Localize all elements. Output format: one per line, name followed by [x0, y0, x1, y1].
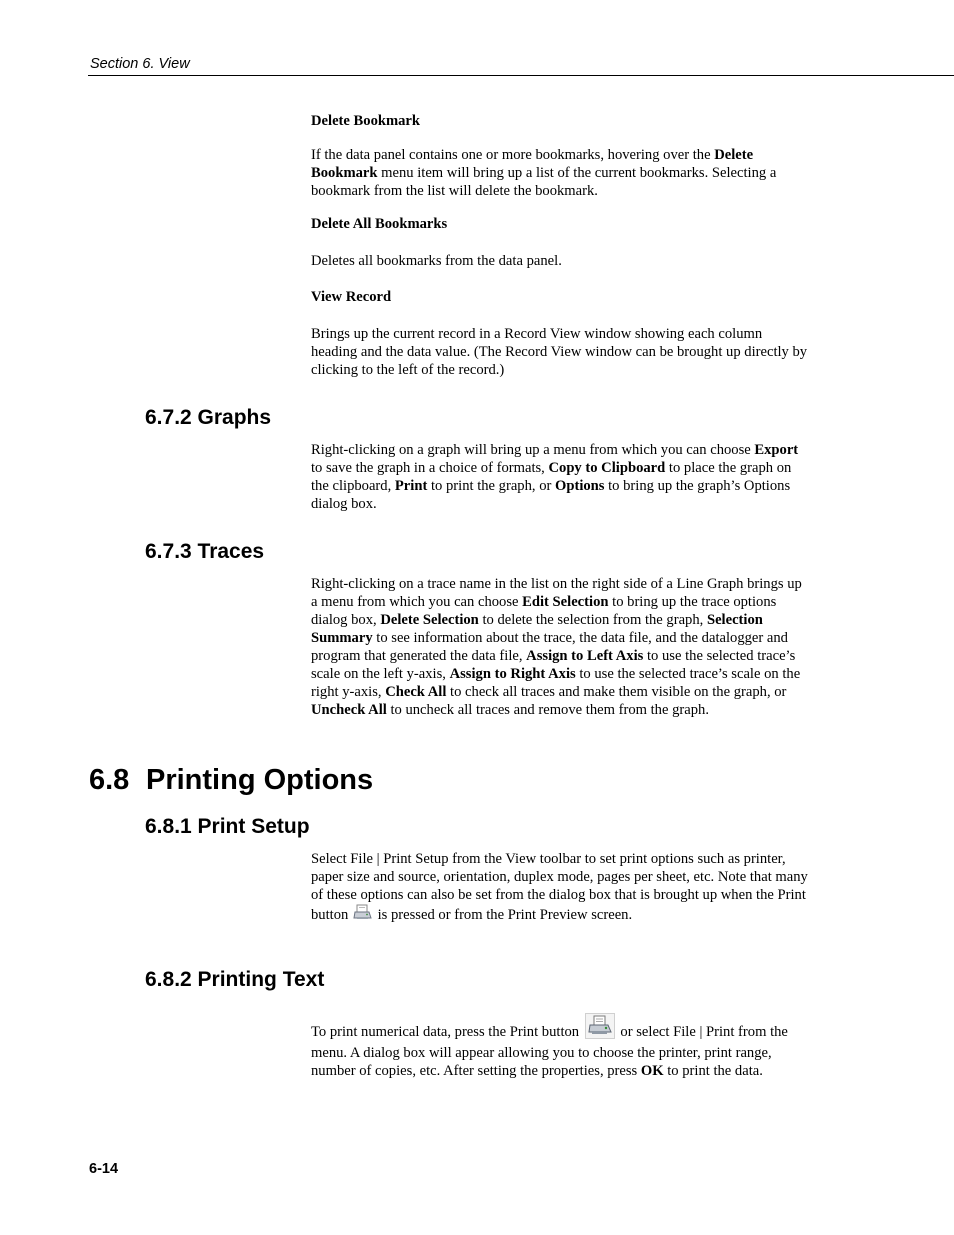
- text-run: If the data panel contains one or more bookmarks, hovering over the: [311, 147, 715, 163]
- print-setup-heading: 6.8.1 Print Setup: [145, 815, 310, 838]
- text-run: to check all traces and make them visible on the graph, or: [446, 684, 787, 700]
- text-run: to save the graph in a choice of formats,: [311, 460, 549, 476]
- text-run: to print the graph, or: [427, 478, 555, 494]
- printing-options-heading: [89, 764, 373, 797]
- traces-block: [311, 575, 811, 719]
- text-run: Right-clicking on a trace name in the list on the right side of a Line Graph brings up a menu from which you can choose: [311, 576, 802, 610]
- bold-term: Export: [754, 442, 799, 458]
- print-button-icon: [585, 1013, 615, 1044]
- bold-term: Check All: [385, 684, 447, 700]
- text-run: to use the selected trace’s scale on the right y-axis,: [311, 666, 801, 700]
- text-run: to delete the selection from the graph,: [478, 612, 707, 628]
- text-run: Right-clicking on a graph will bring up a menu from which you can choose: [311, 442, 755, 458]
- bold-term: Selection Summary: [311, 612, 763, 646]
- print-setup-block: [311, 850, 811, 926]
- section-title: Printing Options: [146, 764, 374, 796]
- print-setup-paragraph: [311, 850, 811, 926]
- text-run: to place the graph on the clipboard,: [311, 460, 792, 494]
- graphs-block: [311, 441, 811, 513]
- text-run: to use the selected trace’s scale on the left y-axis,: [311, 648, 796, 682]
- text-run: to uncheck all traces and remove them from the graph.: [386, 702, 709, 718]
- text-run: or select File | Print from the menu. A dialog box will appear allowing you to choose the printer, print range, number of copies, etc. After setting the properties, press: [311, 1024, 788, 1079]
- running-title: Section 6. View: [90, 56, 190, 72]
- graphs-heading: 6.7.2 Graphs: [145, 406, 272, 429]
- text-run: to bring up the graph’s Options dialog box.: [311, 478, 791, 512]
- bold-term: Assign to Left Axis: [526, 648, 644, 664]
- bold-term: Delete Selection: [380, 612, 479, 628]
- running-header: [88, 55, 954, 76]
- printing-text-heading: 6.8.2 Printing Text: [145, 968, 325, 991]
- bold-term: Assign to Right Axis: [449, 666, 576, 682]
- bold-term: OK: [640, 1063, 664, 1079]
- traces-paragraph: [311, 575, 811, 719]
- delete-bookmark-paragraph: [311, 146, 811, 200]
- text-run: To print numerical data, press the Print button: [311, 1024, 580, 1040]
- bold-term: Uncheck All: [311, 702, 387, 718]
- traces-heading: 6.7.3 Traces: [145, 540, 265, 563]
- delete-bookmark-heading: Delete Bookmark: [311, 113, 421, 129]
- text-run: menu item will bring up a list of the current bookmarks. Selecting a bookmark from the list will delete the bookmark.: [311, 165, 777, 199]
- delete-bookmark-block: [311, 112, 811, 200]
- view-record-heading: View Record: [311, 289, 392, 305]
- delete-all-bookmarks-block: [311, 215, 811, 270]
- print-button-icon: [353, 904, 373, 926]
- bold-term: Edit Selection: [522, 594, 609, 610]
- page-number: 6-14: [89, 1161, 119, 1177]
- delete-all-heading: Delete All Bookmarks: [311, 216, 448, 232]
- bold-term: Print: [394, 478, 428, 494]
- printing-text-paragraph: [311, 1013, 811, 1080]
- text-run: to see information about the trace, the data file, and the datalogger and program that generated the data file,: [311, 630, 788, 664]
- bold-term: Delete Bookmark: [311, 147, 754, 181]
- bold-term: Options: [555, 478, 605, 494]
- text-run: is pressed or from the Print Preview screen.: [377, 907, 633, 923]
- text-run: to print the data.: [663, 1063, 763, 1079]
- text-run: Select File | Print Setup from the View toolbar to set print options such as printer, paper size and source, orientation, duplex mode, pages per sheet, etc. Note that many of these options can also be set from the dialog box that is brought up when the Print button: [311, 851, 808, 923]
- graphs-paragraph: [311, 441, 811, 513]
- printing-text-block: [311, 1013, 811, 1080]
- section-number: 6.8: [89, 764, 130, 796]
- delete-all-paragraph: Deletes all bookmarks from the data panel.: [311, 253, 562, 269]
- bold-term: Copy to Clipboard: [548, 460, 666, 476]
- view-record-paragraph: Brings up the current record in a Record View window showing each column heading and the data value. (The Record View window can be brought up directly by clicking to the left of the record.): [311, 326, 808, 378]
- view-record-block: [311, 288, 811, 379]
- text-run: to bring up the trace options dialog box,: [311, 594, 777, 628]
